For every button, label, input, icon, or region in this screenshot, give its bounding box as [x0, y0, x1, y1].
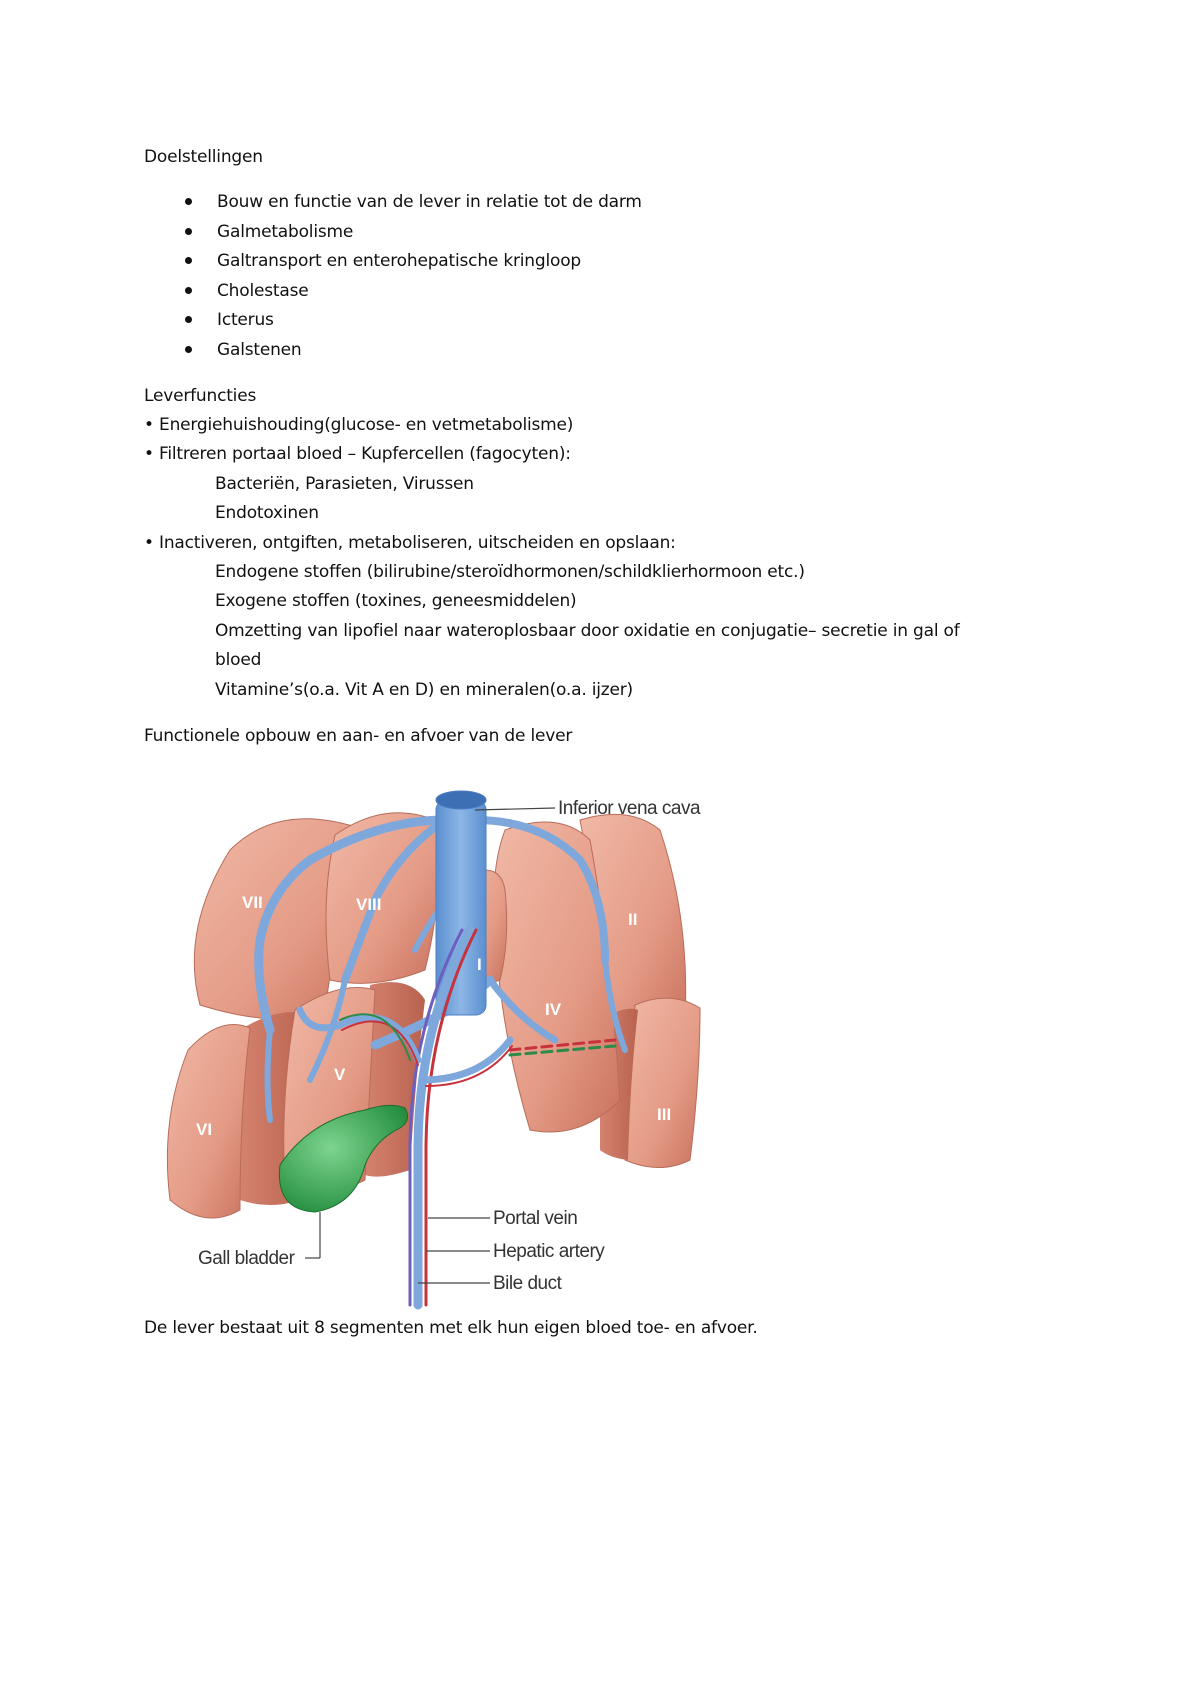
segment-label: V — [334, 1065, 346, 1084]
objective-item: Bouw en functie van de lever in relatie tot de darm — [217, 192, 642, 212]
bullet-icon — [185, 287, 192, 294]
label-inferior-vena-cava: Inferior vena cava — [558, 798, 701, 819]
segment-label: VIII — [356, 895, 382, 914]
function-energy: • Energiehuishouding(glucose- en vetmetabolisme) — [144, 415, 574, 435]
function-sub-vitamins: Vitamine’s(o.a. Vit A en D) en mineralen(o.a. ijzer) — [215, 680, 633, 700]
bullet-icon — [185, 228, 192, 235]
objective-item: Galstenen — [217, 340, 302, 360]
heading-functions: Leverfuncties — [144, 386, 257, 406]
label-gall-bladder: Gall bladder — [198, 1248, 295, 1269]
bullet-icon — [185, 257, 192, 264]
bullet-icon — [185, 346, 192, 353]
bullet-icon — [185, 198, 192, 205]
ivc-opening — [436, 791, 486, 809]
heading-structure: Functionele opbouw en aan- en afvoer van de lever — [144, 726, 573, 746]
segment-label: VI — [196, 1120, 213, 1139]
label-portal-vein: Portal vein — [493, 1208, 578, 1229]
objective-item: Galmetabolisme — [217, 222, 354, 242]
bullet-icon — [185, 316, 192, 323]
segment-label: III — [657, 1105, 672, 1124]
segment-label: I — [477, 955, 482, 974]
function-filter: • Filtreren portaal bloed – Kupfercellen (fagocyten): — [144, 444, 571, 464]
function-filter-sub: Endotoxinen — [215, 503, 319, 523]
function-sub-conversion: Omzetting van lipofiel naar wateroplosbaar door oxidatie en conjugatie– secretie in gal of — [215, 621, 960, 641]
function-filter-sub: Bacteriën, Parasieten, Virussen — [215, 474, 474, 494]
label-hepatic-artery: Hepatic artery — [493, 1241, 605, 1262]
segment-label: VII — [242, 893, 263, 912]
liver-segments-figure — [160, 780, 780, 1310]
function-sub-endogenous: Endogene stoffen (bilirubine/steroïdhormonen/schildklierhormoon etc.) — [215, 562, 805, 582]
segment-label: II — [628, 910, 638, 929]
objective-item: Cholestase — [217, 281, 309, 301]
function-sub-conversion-cont: bloed — [215, 650, 262, 670]
objective-item: Icterus — [217, 310, 274, 330]
segment-label: IV — [545, 1000, 562, 1019]
label-bile-duct: Bile duct — [493, 1273, 562, 1294]
function-sub-exogenous: Exogene stoffen (toxines, geneesmiddelen) — [215, 591, 577, 611]
heading-objectives: Doelstellingen — [144, 147, 263, 167]
figure-caption: De lever bestaat uit 8 segmenten met elk hun eigen bloed toe- en afvoer. — [144, 1318, 758, 1338]
function-inactivate: • Inactiveren, ontgiften, metaboliseren, uitscheiden en opslaan: — [144, 533, 676, 553]
objective-item: Galtransport en enterohepatische kringloop — [217, 251, 581, 271]
